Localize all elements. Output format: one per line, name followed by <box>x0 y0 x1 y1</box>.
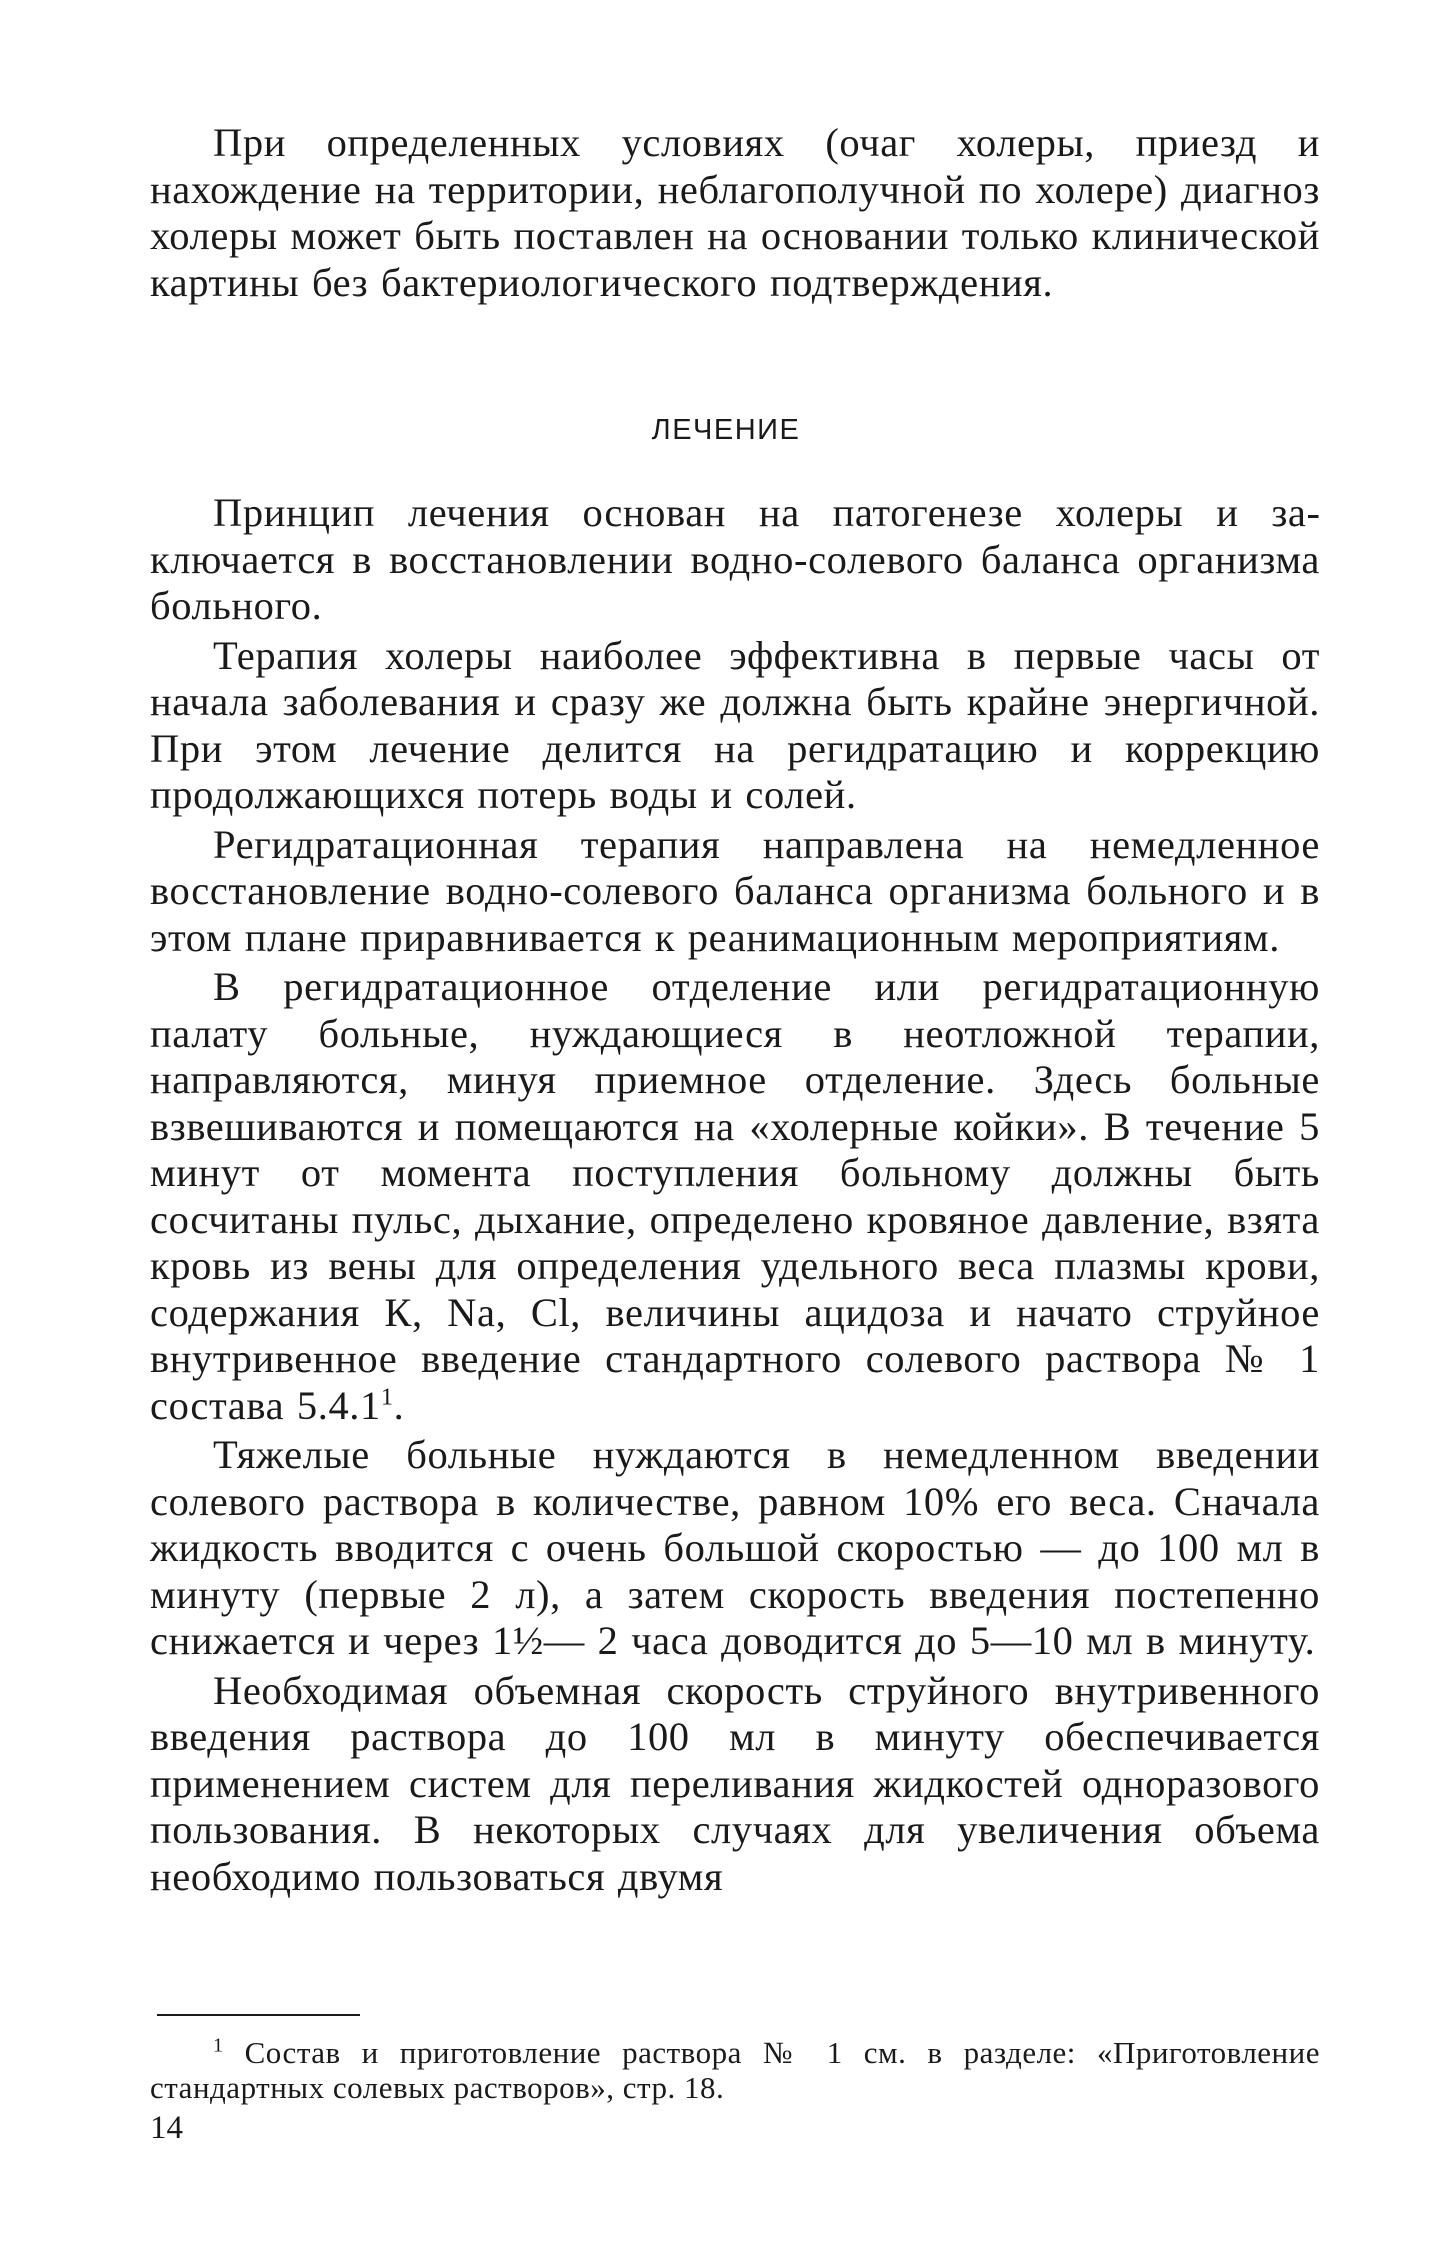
footnote-marker: 1 <box>213 2034 224 2057</box>
page-number: 14 <box>150 2110 183 2146</box>
footnote-ref: 1 <box>380 1383 394 1410</box>
footnote <box>150 2035 1320 2105</box>
footnote-paragraph <box>150 2035 1320 2105</box>
paragraph-ward: В регидратационное отделение или регидратационную палату больные, нуждающиеся в неотложной терапии, направляются, минуя приемное отделение. Здесь больные взвешиваются и помещаются на «холерные койки». В течение 5 минут от момента поступления больному должны быть сосчитаны пульс, дыхание, определено кровяное давление, взята кровь из вены для определения удельного веса плазмы крови, содержания К, Na, Cl, величины ацидоза и начато струйное внутривенное введение стандартного солевого раствора № 1 состава 5.4.1$^1$. <box>150 964 1320 1428</box>
footnote-text: Состав и приготовление раствора № 1 см. в разделе: «Приготовление стандартных солевых растворов», стр. 18. <box>150 2035 1320 2105</box>
section-heading: ЛЕЧЕНИЕ <box>651 414 801 446</box>
footnote-divider <box>157 2014 360 2016</box>
intro-paragraph: При определенных условиях (очаг холеры, приезд и нахождение на территории, неблагополучной по холере) диагноз холеры может быть поставлен на основании только клинической картины без бактериологического подтверждения. <box>150 120 1320 305</box>
paragraph-ward-text: В регидратационное отделение или регидратационную палату больные, нуждающиеся в неотложной терапии, направляются, минуя приемное отделение. Здесь больные взвешиваются и помещаются на «холерные койки». В течение 5 минут от момента поступления больному должны быть сосчитаны пульс, дыхание, определено кровяное давление, взята кровь из вены для определения удельного веса плазмы крови, содержания К, Na, Cl, величины ацидоза и начато струйное внутривенное введение стандартного солевого раствора № 1 состава 5.4.1 <box>150 964 1320 1428</box>
paragraph-rehydration: Регидратационная терапия направлена на немедленное восстановление водно-солевого баланса организма больного и в этом плане приравнивается к реанимационным мероприятиям. <box>150 821 1320 960</box>
treatment-section <box>150 490 1320 1900</box>
intro-section <box>150 120 1320 306</box>
paragraph-severe: Тяжелые больные нуждаются в немедленном введении солевого раствора в количестве, равном 10% его веса. Сначала жидкость вводится с очень большой скоростью — до 100 мл в минуту (первые 2 л), а затем скорость введения постепенно снижается и через 1½— 2 часа доводится до 5—10 мл в минуту. <box>150 1432 1320 1663</box>
paragraph-principle: Принцип лечения основан на патогенезе холеры и заключается в восстановлении водно-солевого баланса организма больного. <box>150 490 1320 628</box>
paragraph-therapy: Терапия холеры наиболее эффективна в первые часы от начала заболевания и сразу же должна быть крайне энергичной. При этом лечение делится на регидратацию и коррекцию продолжающихся потерь воды и солей. <box>150 632 1320 817</box>
paragraph-infusion: Необходимая объемная скорость струйного внутривенного введения раствора до 100 мл в минуту обеспечивается применением систем для переливания жидкостей одноразового пользования. В некоторых случаях для увеличения объема необходимо пользоваться двумя <box>150 1667 1320 1899</box>
